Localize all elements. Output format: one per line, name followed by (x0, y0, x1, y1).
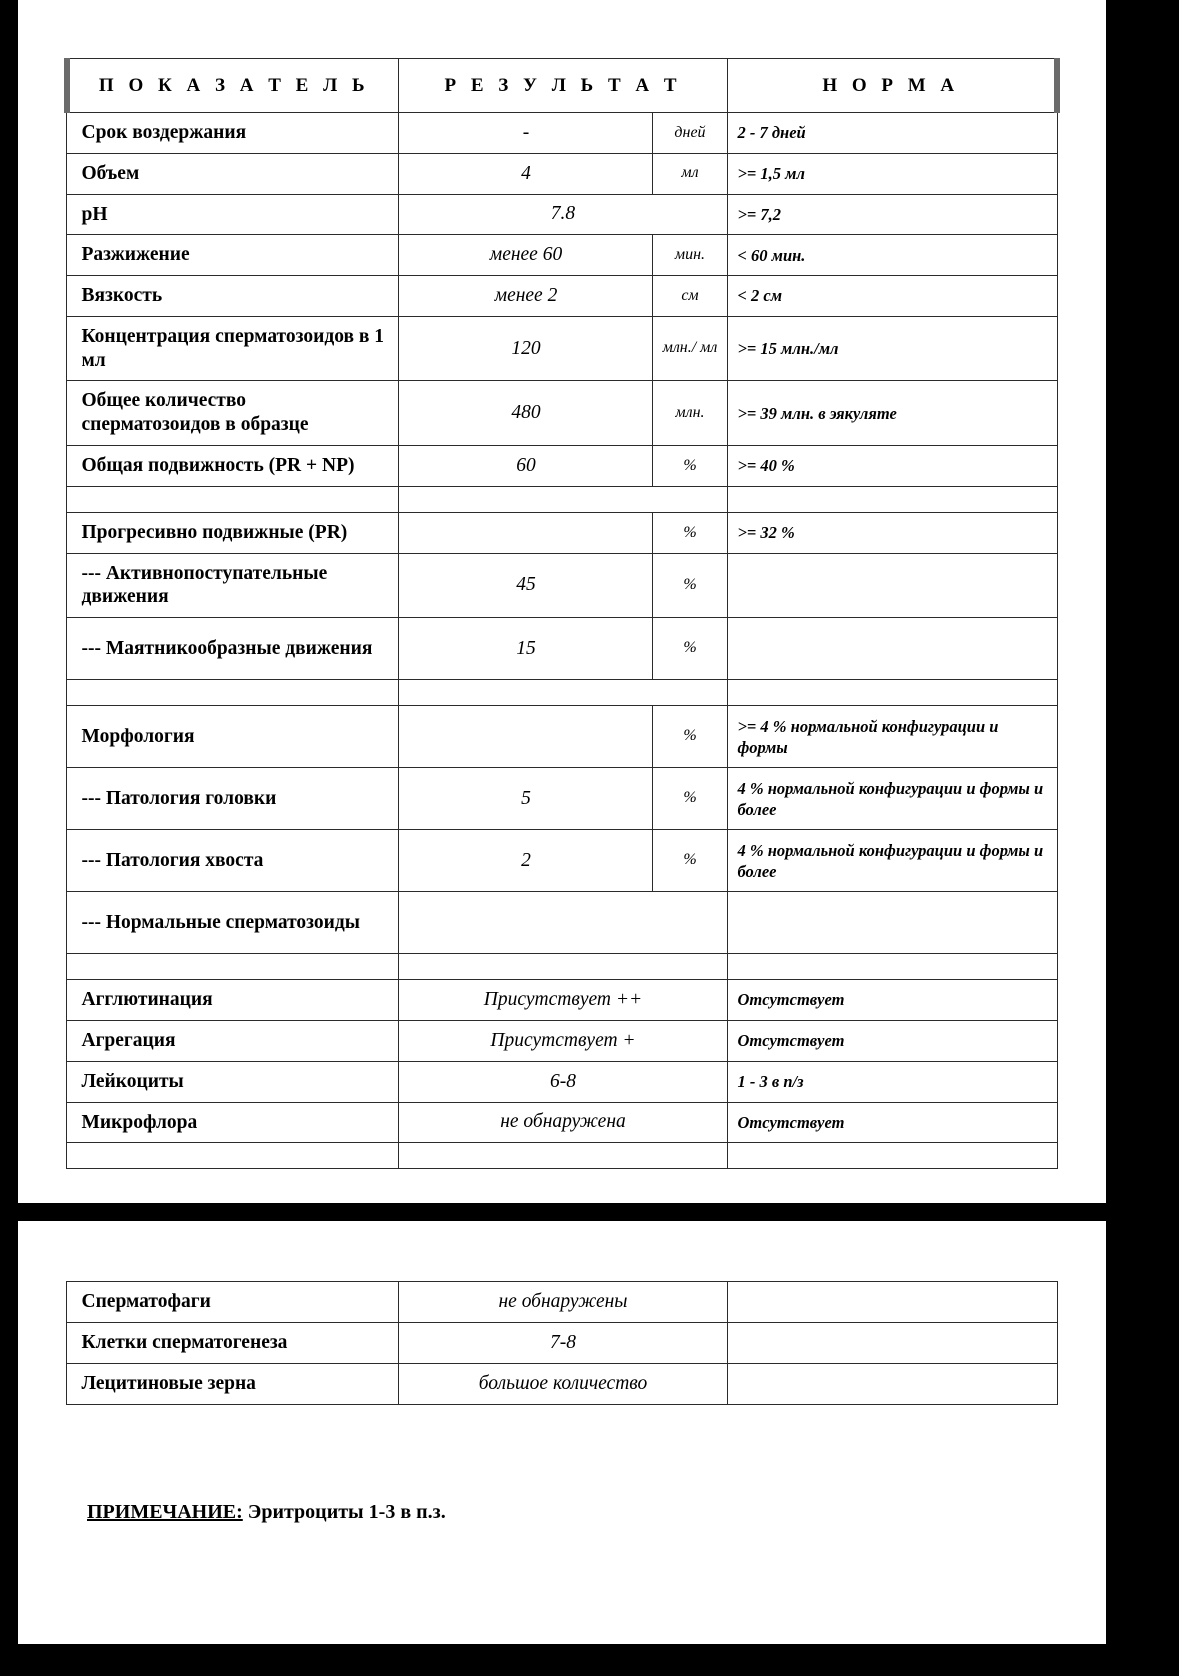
row-norm: >= 7,2 (727, 194, 1057, 235)
table-row (67, 706, 1057, 768)
row-norm: >= 39 млн. в эякуляте (727, 381, 1057, 446)
table-row (67, 1020, 1057, 1061)
row-unit: % (653, 553, 727, 618)
row-unit: см (653, 276, 727, 317)
row-result: 7-8 (399, 1323, 727, 1364)
row-norm: 4 % нормальной конфигурации и формы и более (727, 768, 1057, 830)
row-label: Микрофлора (67, 1102, 399, 1143)
row-label: --- Нормальные сперматозоиды (67, 892, 399, 954)
row-result: Присутствует ++ (399, 980, 727, 1021)
row-label: Общая подвижность (PR + NP) (67, 446, 399, 487)
row-result (399, 892, 727, 954)
row-result: 6-8 (399, 1061, 727, 1102)
table-header (67, 59, 1057, 113)
row-result (399, 512, 653, 553)
table-spacer-row (67, 954, 1057, 980)
row-norm (727, 553, 1057, 618)
table-row (67, 618, 1057, 680)
row-result: не обнаружены (399, 1282, 727, 1323)
results-table-main (64, 58, 1060, 1169)
row-label: pH (67, 194, 399, 235)
row-label: Объем (67, 153, 399, 194)
table-row (67, 381, 1057, 446)
table-row (67, 1102, 1057, 1143)
table-row (67, 153, 1057, 194)
row-norm (727, 892, 1057, 954)
row-label: Агрегация (67, 1020, 399, 1061)
row-result: большое количество (399, 1363, 727, 1404)
table-row (67, 194, 1057, 235)
spacer-cell (727, 486, 1057, 512)
spacer-cell (399, 486, 653, 512)
spacer-cell (67, 954, 399, 980)
table-row (67, 1363, 1057, 1404)
table-row (67, 980, 1057, 1021)
row-norm: Отсутствует (727, 980, 1057, 1021)
row-label: Агглютинация (67, 980, 399, 1021)
row-result: 15 (399, 618, 653, 680)
column-header-result: Р Е З У Л Ь Т А Т (399, 59, 727, 113)
row-label: Сперматофаги (67, 1282, 399, 1323)
spacer-cell (727, 954, 1057, 980)
spacer-cell (727, 1143, 1057, 1169)
row-norm: >= 1,5 мл (727, 153, 1057, 194)
row-norm: < 60 мин. (727, 235, 1057, 276)
row-norm: >= 4 % нормальной конфигурации и формы (727, 706, 1057, 768)
spacer-cell (399, 1143, 653, 1169)
table-row (67, 446, 1057, 487)
table-cut-row (67, 1143, 1057, 1169)
row-label: Прогресивно подвижные (PR) (67, 512, 399, 553)
spacer-cell (653, 954, 727, 980)
row-label: Разжижение (67, 235, 399, 276)
row-label: Вязкость (67, 276, 399, 317)
row-norm: >= 15 млн./мл (727, 316, 1057, 381)
row-unit: % (653, 446, 727, 487)
row-label: Морфология (67, 706, 399, 768)
table-row (67, 512, 1057, 553)
spacer-cell (67, 486, 399, 512)
row-norm (727, 1323, 1057, 1364)
spacer-cell (67, 1143, 399, 1169)
table-row (67, 1061, 1057, 1102)
row-label: Лейкоциты (67, 1061, 399, 1102)
row-unit: % (653, 768, 727, 830)
row-result: 60 (399, 446, 653, 487)
table-spacer-row (67, 486, 1057, 512)
row-label: --- Патология головки (67, 768, 399, 830)
row-unit: млн./ мл (653, 316, 727, 381)
note-label: ПРИМЕЧАНИЕ: (87, 1500, 243, 1523)
row-label: Клетки сперматогенеза (67, 1323, 399, 1364)
row-label: --- Патология хвоста (67, 830, 399, 892)
column-header-indicator: П О К А З А Т Е Л Ь (67, 59, 399, 113)
row-norm (727, 618, 1057, 680)
table-row (67, 113, 1057, 154)
table-row (67, 1323, 1057, 1364)
row-result (399, 706, 653, 768)
row-norm: 2 - 7 дней (727, 113, 1057, 154)
column-header-norm: Н О Р М А (727, 59, 1057, 113)
results-table-continued (66, 1281, 1057, 1404)
table-body (67, 113, 1057, 1169)
row-label: Срок воздержания (67, 113, 399, 154)
row-result: не обнаружена (399, 1102, 727, 1143)
row-norm: 4 % нормальной конфигурации и формы и более (727, 830, 1057, 892)
note-section (87, 1501, 1037, 1524)
row-norm: < 2 см (727, 276, 1057, 317)
spacer-cell (653, 486, 727, 512)
row-unit: % (653, 706, 727, 768)
row-unit: % (653, 618, 727, 680)
row-label: --- Активнопоступательные движения (67, 553, 399, 618)
spacer-cell (399, 954, 653, 980)
row-norm: >= 32 % (727, 512, 1057, 553)
row-result: 480 (399, 381, 653, 446)
row-unit: млн. (653, 381, 727, 446)
spacer-cell (399, 680, 653, 706)
row-result: 120 (399, 316, 653, 381)
row-unit: дней (653, 113, 727, 154)
table-row (67, 1282, 1057, 1323)
row-result: 45 (399, 553, 653, 618)
row-result: - (399, 113, 653, 154)
spacer-cell (727, 680, 1057, 706)
row-result: Присутствует + (399, 1020, 727, 1061)
row-result: 2 (399, 830, 653, 892)
table-row (67, 316, 1057, 381)
row-unit: % (653, 830, 727, 892)
row-result: менее 2 (399, 276, 653, 317)
spacer-cell (653, 680, 727, 706)
row-unit: мин. (653, 235, 727, 276)
table-row (67, 830, 1057, 892)
spacer-cell (653, 1143, 727, 1169)
table-row (67, 768, 1057, 830)
row-result: 5 (399, 768, 653, 830)
row-result: 4 (399, 153, 653, 194)
row-label: Концентрация сперматозоидов в 1 мл (67, 316, 399, 381)
row-unit: мл (653, 153, 727, 194)
row-norm: 1 - 3 в п/з (727, 1061, 1057, 1102)
row-label: Общее количество сперматозоидов в образце (67, 381, 399, 446)
report-page-1 (18, 0, 1106, 1203)
page-separator (0, 1203, 1179, 1221)
row-label: Лецитиновые зерна (67, 1363, 399, 1404)
row-unit: % (653, 512, 727, 553)
table-row (67, 235, 1057, 276)
table-row (67, 892, 1057, 954)
note-text: Эритроциты 1-3 в п.з. (242, 1500, 446, 1523)
table-row (67, 276, 1057, 317)
row-norm: Отсутствует (727, 1102, 1057, 1143)
table-spacer-row (67, 680, 1057, 706)
row-norm (727, 1363, 1057, 1404)
table-row (67, 553, 1057, 618)
row-norm (727, 1282, 1057, 1323)
row-label: --- Маятникообразные движения (67, 618, 399, 680)
report-page-2 (18, 1221, 1106, 1643)
row-result: менее 60 (399, 235, 653, 276)
spacer-cell (67, 680, 399, 706)
row-norm: Отсутствует (727, 1020, 1057, 1061)
row-norm: >= 40 % (727, 446, 1057, 487)
row-result: 7.8 (399, 194, 727, 235)
